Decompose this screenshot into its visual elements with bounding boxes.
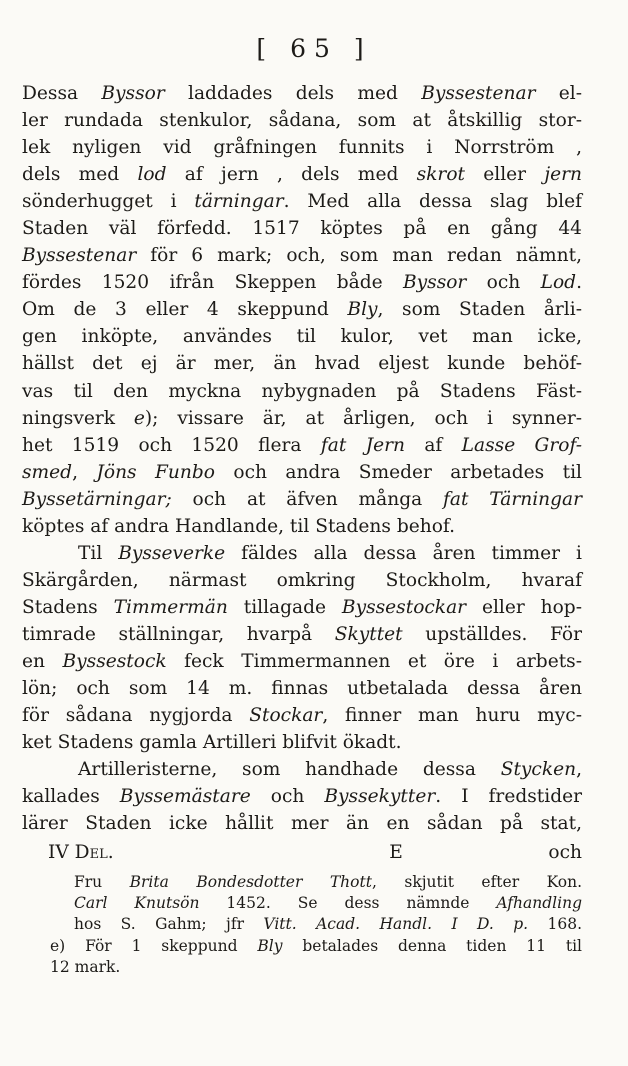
text-line: [22, 215, 582, 242]
text-segment: Om de 3 eller 4 skeppund: [22, 299, 348, 321]
text-segment: gen inköpte, användes til kulor, vet man icke,: [22, 326, 582, 348]
text-segment: ,: [576, 759, 582, 781]
italic-segment: Bly: [347, 299, 378, 321]
text-segment: , som Staden årli-: [377, 299, 582, 321]
text-segment: af: [404, 434, 462, 456]
text-segment: el-: [535, 83, 582, 104]
main-text: [22, 80, 582, 866]
text-segment: Staden väl förfedd. 1517 köptes på en gång 44: [22, 218, 582, 240]
text-segment: feck Timmermannen et öre i arbets-: [166, 650, 582, 672]
text-segment: fäldes alla dessa åren timmer i: [225, 542, 582, 564]
italic-segment: skrot: [416, 164, 465, 186]
text-line: [22, 729, 582, 756]
italic-segment: Byssemästare: [119, 786, 251, 808]
text-line: [22, 242, 582, 269]
text-line: [22, 783, 582, 810]
italic-segment: Brita Bondesdotter Thott: [129, 873, 372, 891]
italic-segment: Byssor: [101, 83, 165, 104]
text-segment: 1452. Se dess nämnde: [199, 894, 497, 913]
italic-segment: Timmermän: [113, 596, 228, 618]
italic-segment: Vitt. Acad. Handl. I D. p.: [263, 915, 529, 934]
italic-segment: fat Tärningar: [443, 488, 582, 510]
text-line: [22, 188, 582, 215]
italic-segment: Lasse Grof-: [461, 434, 582, 456]
text-line: [22, 756, 582, 783]
text-segment: laddades dels med: [164, 83, 422, 104]
text-segment: hos S. Gahm; jfr: [74, 915, 264, 934]
footnote-line: [50, 936, 582, 957]
text-segment: en: [22, 650, 63, 672]
text-segment: vas til den myckna nybygnaden på Stadens Fäst-: [22, 380, 582, 402]
text-line: [22, 513, 582, 540]
italic-segment: Skyttet: [334, 623, 403, 645]
text-segment: Til: [78, 542, 119, 564]
text-line: [22, 810, 582, 837]
italic-segment: Byssestenar: [22, 245, 137, 267]
italic-segment: lod: [137, 164, 167, 186]
text-segment: Fru: [74, 873, 130, 891]
text-segment: upställdes. För: [402, 623, 582, 645]
footnotes: [50, 872, 582, 978]
italic-segment: e: [133, 407, 145, 429]
text-line: [22, 296, 582, 323]
text-line: [22, 378, 582, 405]
text-segment: tillagade: [227, 596, 342, 618]
text-line: [22, 269, 582, 296]
footnote-line: [50, 893, 582, 914]
text-segment: och: [466, 272, 541, 294]
text-segment: ); vissare är, at årligen, och i synner-: [144, 407, 582, 429]
italic-segment: Byssestock: [62, 650, 167, 672]
italic-segment: tärningar: [194, 191, 284, 213]
text-line: [22, 567, 582, 594]
page-footer: [22, 839, 582, 866]
italic-segment: Byssetärningar;: [22, 488, 172, 510]
text-segment: lön; och som 14 m. finnas utbetalada dessa åren: [22, 678, 582, 700]
italic-segment: Jöns Funbo: [96, 461, 215, 483]
text-segment: ler rundada stenkulor, sådana, som at åtskillig stor-: [22, 110, 582, 132]
italic-segment: Stycken: [500, 759, 577, 781]
text-line: [22, 432, 582, 459]
text-line: [22, 702, 582, 729]
text-segment: fördes 1520 ifrån Skeppen både: [22, 272, 403, 294]
text-line: [22, 675, 582, 702]
italic-segment: Lod: [540, 272, 577, 294]
catchword: och: [548, 842, 582, 864]
text-segment: köptes af andra Handlande, til Stadens behof.: [22, 515, 456, 537]
footnote-line: [50, 872, 582, 893]
italic-segment: smed: [22, 461, 73, 483]
italic-segment: jern: [544, 164, 582, 186]
text-segment: . I fredstider: [435, 786, 582, 808]
text-segment: .: [576, 272, 582, 294]
text-line: [22, 594, 582, 621]
text-segment: Stadens: [22, 596, 114, 618]
text-line: [22, 323, 582, 350]
text-line: [22, 134, 582, 161]
text-line: [22, 405, 582, 432]
text-segment: hällst det ej är mer, än hvad eljest kunde behöf-: [22, 353, 582, 375]
italic-segment: Byssestockar: [341, 596, 467, 618]
text-segment: af jern , dels med: [166, 164, 417, 186]
text-segment: 12 mark.: [50, 957, 121, 976]
text-segment: eller: [465, 164, 545, 186]
italic-segment: Afhandling: [496, 894, 582, 913]
gathering-letter: E: [389, 842, 403, 864]
italic-segment: Bysseverke: [118, 542, 226, 564]
text-segment: eller hop-: [466, 596, 582, 618]
text-segment: ket Stadens gamla Artilleri blifvit ökadt.: [22, 732, 402, 754]
text-segment: betalades denna tiden 11 til: [282, 936, 582, 955]
italic-segment: Byssor: [402, 272, 467, 294]
italic-segment: Byssekytter: [324, 786, 436, 808]
text-segment: Artilleristerne, som handhade dessa: [78, 759, 501, 781]
italic-segment: Carl Knutsön: [74, 894, 200, 913]
text-segment: 168.: [528, 915, 582, 934]
italic-segment: Bly: [257, 936, 283, 955]
text-segment: e) För 1 skeppund: [50, 936, 258, 955]
text-segment: och at äfven många: [171, 488, 444, 510]
text-segment: kallades: [22, 786, 120, 808]
text-line: [22, 459, 582, 486]
page-number: [ 65 ]: [256, 34, 372, 63]
text-segment: , finner man huru myc-: [322, 705, 582, 727]
text-segment: ,: [72, 461, 97, 483]
text-segment: och: [250, 786, 325, 808]
text-line: [22, 80, 582, 107]
text-line: [22, 540, 582, 567]
signature-mark: IV Del.: [48, 842, 114, 864]
text-segment: Skärgården, närmast omkring Stockholm, hvaraf: [22, 569, 582, 591]
text-segment: het 1519 och 1520 flera: [22, 434, 321, 456]
text-segment: . Med alla dessa slag blef: [283, 191, 582, 213]
text-segment: ningsverk: [22, 407, 134, 429]
italic-segment: Byssestenar: [421, 83, 536, 104]
text-segment: sönderhugget i: [22, 191, 195, 213]
footnote-line: [50, 957, 582, 978]
text-line: [22, 621, 582, 648]
text-segment: dels med: [22, 164, 138, 186]
text-segment: för 6 mark; och, som man redan nämnt,: [136, 245, 582, 267]
text-segment: och andra Smeder arbetades til: [214, 461, 582, 483]
text-line: [22, 107, 582, 134]
text-segment: för sådana nygjorda: [22, 705, 250, 727]
italic-segment: Stockar: [249, 705, 323, 727]
text-segment: , skjutit efter Kon.: [371, 873, 582, 891]
text-line: [22, 161, 582, 188]
text-line: [22, 648, 582, 675]
text-segment: timrade ställningar, hvarpå: [22, 623, 335, 645]
text-line: [22, 350, 582, 377]
italic-segment: fat Jern: [320, 434, 405, 456]
text-segment: Dessa: [22, 83, 102, 104]
text-line: [22, 486, 582, 513]
footnote-line: [50, 914, 582, 935]
text-segment: lek nyligen vid gråfningen funnits i Norrström ,: [22, 137, 582, 159]
text-segment: lärer Staden icke hållit mer än en sådan på stat,: [22, 813, 582, 835]
